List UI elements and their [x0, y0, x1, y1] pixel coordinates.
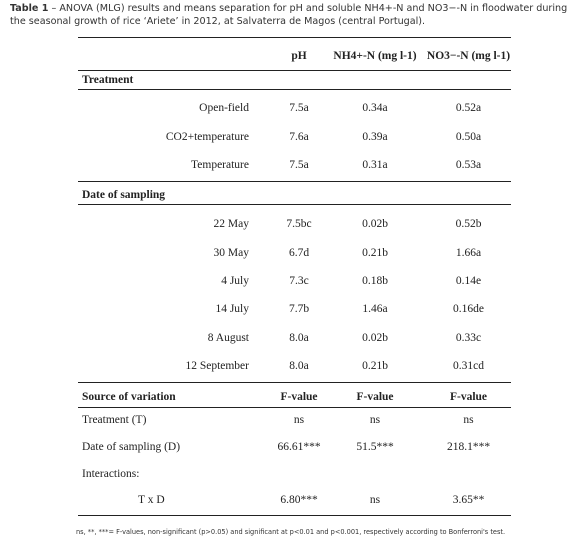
- cell-nh4: 1.46a: [362, 303, 388, 315]
- cell-no3: 0.31cd: [453, 360, 484, 372]
- cell-no3: 3.65**: [452, 494, 485, 506]
- row-label: Treatment (T): [82, 414, 147, 426]
- cell-nh4: 0.34a: [362, 102, 388, 114]
- cell-no3: 0.50a: [455, 131, 482, 143]
- cell-nh4: 0.21b: [362, 360, 388, 372]
- cell-no3: 0.14e: [455, 275, 482, 287]
- row-label: Temperature: [191, 159, 249, 171]
- column-header-ph: pH: [291, 50, 307, 62]
- cell-nh4: 51.5***: [356, 441, 394, 453]
- cell-no3: 0.53a: [455, 159, 482, 171]
- cell-no3: 0.33c: [455, 332, 482, 344]
- row-label: Date of sampling (D): [82, 441, 181, 453]
- cell-nh4: 0.39a: [362, 131, 388, 143]
- cell-no3: 0.16de: [453, 303, 484, 315]
- section-rule-variation: [78, 407, 511, 408]
- cell-no3: 218.1***: [446, 441, 491, 453]
- table-caption: [10, 2, 572, 28]
- table-label: Table 1: [10, 3, 49, 14]
- row-label: 30 May: [213, 247, 249, 259]
- cell-nh4: 0.02b: [362, 218, 388, 230]
- cell-ph: 7.3c: [289, 275, 309, 287]
- column-header-no3: NO3−-N (mg l-1): [426, 50, 511, 62]
- section-title-sampling: Date of sampling: [82, 189, 166, 201]
- row-label: T x D: [138, 494, 165, 506]
- row-label: Open-field: [199, 102, 249, 114]
- row-label: 12 September: [185, 360, 249, 372]
- header-rule: [78, 70, 511, 71]
- column-header-nh4: NH4+-N (mg l-1): [333, 50, 417, 62]
- section-rule-treatment: [78, 89, 511, 90]
- row-label: Interactions:: [82, 468, 140, 480]
- row-label: 14 July: [215, 303, 249, 315]
- cell-ph: 6.80***: [280, 494, 318, 506]
- cell-ph: 6.7d: [288, 247, 310, 259]
- section-title-variation: Source of variation: [82, 391, 176, 403]
- row-label: 22 May: [213, 218, 249, 230]
- cell-ph: 66.61***: [277, 441, 321, 453]
- section-title-treatment: Treatment: [82, 74, 134, 86]
- fvalue-header-ph: F-value: [280, 391, 318, 403]
- section-top-rule-variation: [78, 382, 511, 383]
- section-top-rule-sampling: [78, 181, 511, 182]
- cell-ph: 7.5a: [289, 102, 309, 114]
- cell-ph: 7.6a: [289, 131, 309, 143]
- cell-ph: 7.5bc: [286, 218, 312, 230]
- cell-nh4: 0.02b: [362, 332, 388, 344]
- cell-nh4: 0.18b: [362, 275, 388, 287]
- cell-nh4: ns: [369, 494, 381, 506]
- cell-no3: 0.52a: [455, 102, 482, 114]
- fvalue-header-nh4: F-value: [356, 391, 394, 403]
- cell-ph: 7.5a: [289, 159, 309, 171]
- table-bottom-rule: [78, 515, 511, 516]
- cell-nh4: 0.21b: [362, 247, 388, 259]
- row-label: CO2+temperature: [165, 131, 249, 143]
- row-label: 8 August: [207, 332, 249, 344]
- cell-ph: 8.0a: [289, 360, 309, 372]
- cell-ph: 7.7b: [288, 303, 310, 315]
- fvalue-header-no3: F-value: [449, 391, 488, 403]
- cell-no3: 0.52b: [455, 218, 482, 230]
- cell-nh4: ns: [369, 414, 381, 426]
- cell-ph: 8.0a: [289, 332, 309, 344]
- table-footnote: ns, **, ***= F-values, non-significant (p>0.05) and significant at p<0.01 and p<0.001, respectively according to Bonferroni's test.: [76, 528, 506, 536]
- cell-ph: ns: [293, 414, 305, 426]
- section-rule-sampling: [78, 204, 511, 205]
- table-caption-text: – ANOVA (MLG) results and means separation for pH and soluble NH4+-N and NO3−-N in floodwater during the seasonal growth of rice ‘Ariete’ in 2012, at Salvaterra de Magos (central Portugal).: [10, 3, 568, 27]
- table-top-rule: [78, 37, 511, 38]
- cell-nh4: 0.31a: [362, 159, 388, 171]
- row-label: 4 July: [221, 275, 249, 287]
- cell-no3: ns: [463, 414, 474, 426]
- cell-no3: 1.66a: [455, 247, 482, 259]
